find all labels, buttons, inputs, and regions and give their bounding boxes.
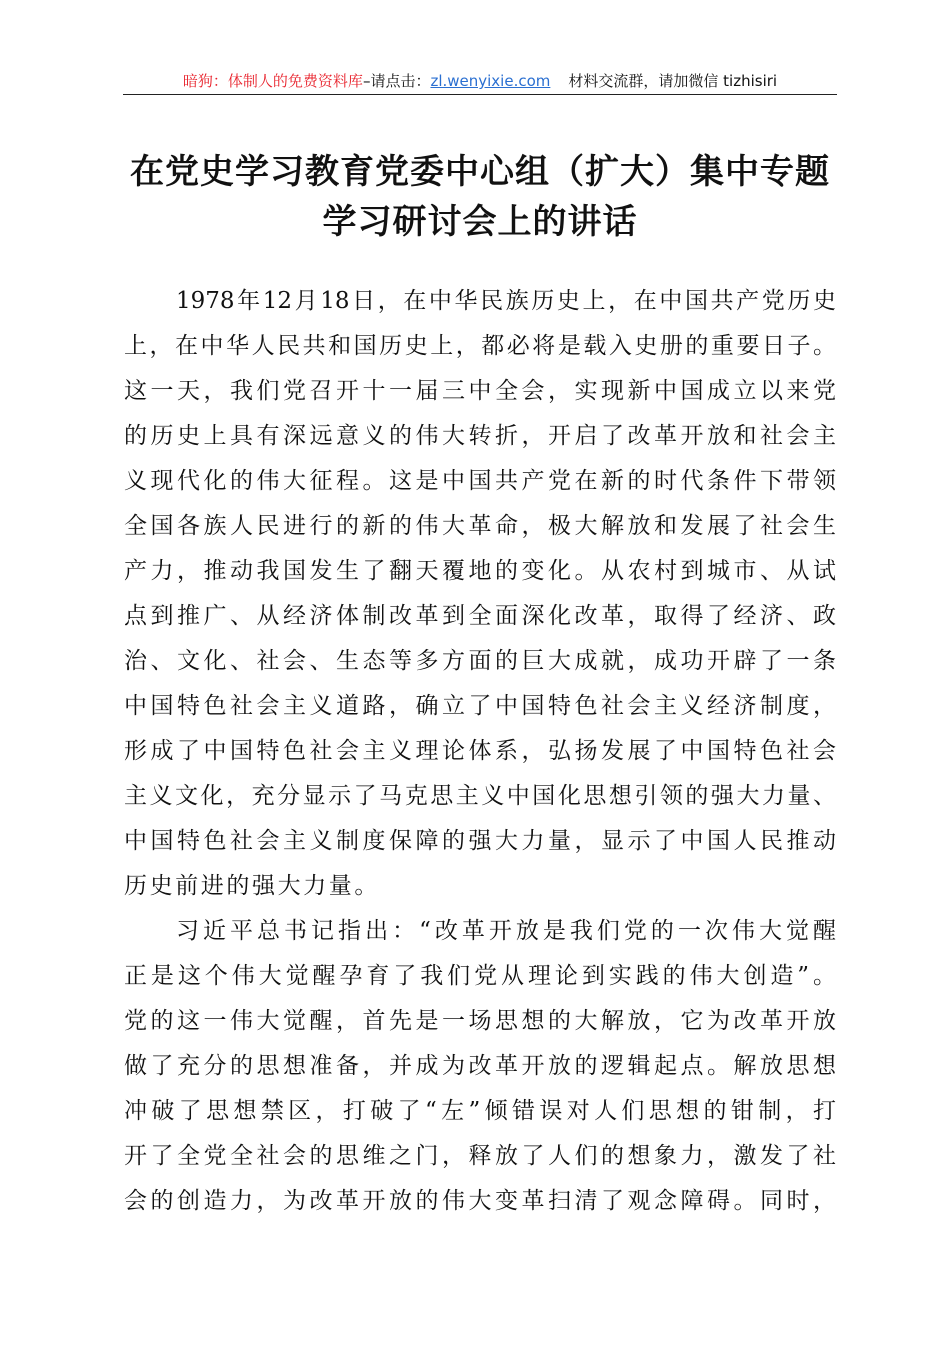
promo-header [124, 70, 836, 94]
text-line: 中国特色社会主义道路，确立了中国特色社会主义经济制度， [124, 693, 836, 719]
text-line: 主义文化，充分显示了马克思主义中国化思想引领的强大力量、 [124, 783, 836, 809]
text-line: 会的创造力，为改革开放的伟大变革扫清了观念障碍。同时， [124, 1188, 836, 1214]
text-line: 的历史上具有深远意义的伟大转折，开启了改革开放和社会主 [124, 423, 836, 449]
paragraph [124, 911, 836, 1226]
text-line: 党的这一伟大觉醒，首先是一场思想的大解放，它为改革开放 [124, 1008, 836, 1034]
document-title-line-1: 在党史学习教育党委中心组（扩大）集中专题 [130, 152, 830, 192]
text-line: 做了充分的思想准备，并成为改革开放的逻辑起点。解放思想 [124, 1053, 836, 1079]
text-line: 上，在中华人民共和国历史上，都必将是载入史册的重要日子。 [124, 333, 836, 359]
text-line: 点到推广、从经济体制改革到全面深化改革，取得了经济、政 [124, 603, 836, 629]
text-line: 治、文化、社会、生态等多方面的巨大成就，成功开辟了一条 [124, 648, 836, 674]
text-line: 全国各族人民进行的新的伟大革命，极大解放和发展了社会生 [124, 513, 836, 539]
text-line: 1978年12月18日，在中华民族历史上，在中国共产党历史 [176, 288, 836, 314]
text-line: 习近平总书记指出：“改革开放是我们党的一次伟大觉醒 [176, 918, 836, 944]
paragraph [124, 281, 836, 911]
text-line: 开了全党全社会的思维之门，释放了人们的想象力，激发了社 [124, 1143, 836, 1169]
document-body [124, 281, 836, 1226]
text-line: 冲破了思想禁区，打破了“左”倾错误对人们思想的钳制，打 [124, 1098, 836, 1124]
text-line: 正是这个伟大觉醒孕育了我们党从理论到实践的伟大创造”。 [124, 963, 836, 989]
promo-site-name: 暗狗：体制人的免费资料库 [182, 72, 363, 90]
document-title-line-2: 学习研讨会上的讲话 [322, 202, 638, 242]
promo-link[interactable]: zl.wenyixie.com [430, 72, 551, 90]
text-line: 这一天，我们党召开十一届三中全会，实现新中国成立以来党 [124, 378, 836, 404]
text-line: 形成了中国特色社会主义理论体系，弘扬发展了中国特色社会 [124, 738, 836, 764]
header-divider [123, 94, 837, 95]
text-line: 产力，推动我国发生了翻天覆地的变化。从农村到城市、从试 [124, 558, 836, 584]
text-line: 中国特色社会主义制度保障的强大力量，显示了中国人民推动 [124, 828, 836, 854]
promo-contact: 材料交流群，请加微信 tizhisiri [568, 72, 778, 90]
text-line: 历史前进的强大力量。 [124, 873, 380, 899]
promo-click-label: –请点击： [362, 72, 431, 90]
text-line: 义现代化的伟大征程。这是中国共产党在新的时代条件下带领 [124, 468, 836, 494]
